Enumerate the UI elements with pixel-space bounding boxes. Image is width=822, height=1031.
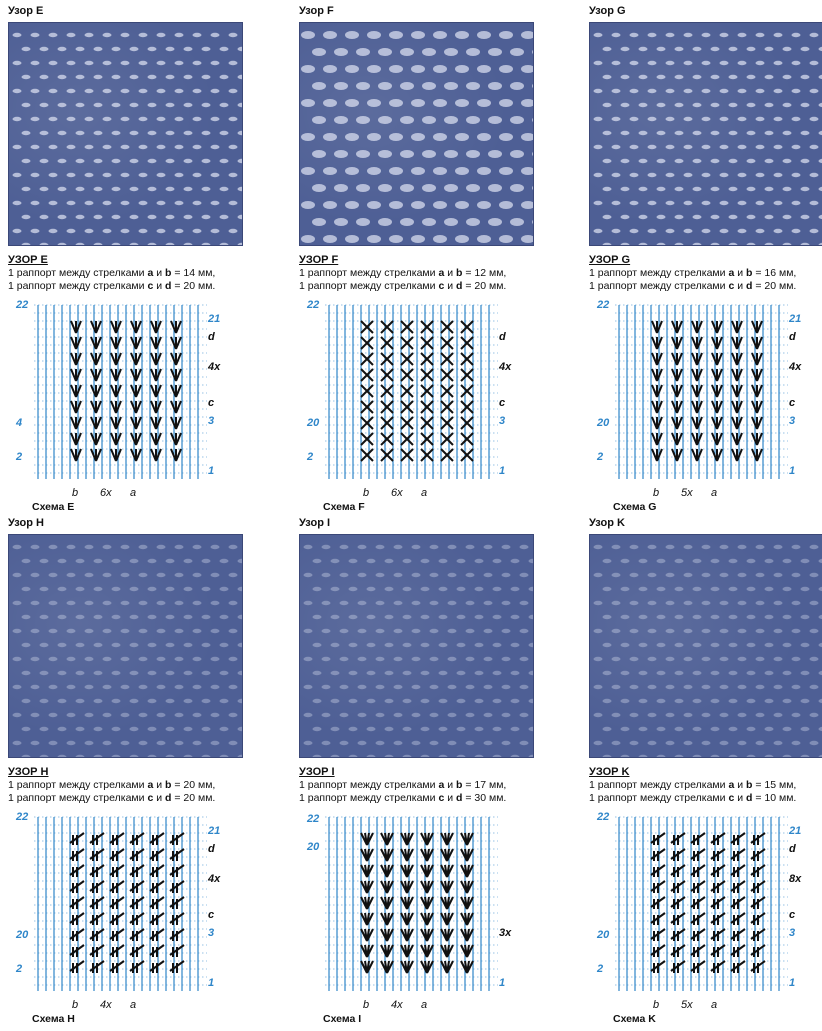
swatch-texture <box>9 23 242 245</box>
repeat-marker-bottom: b <box>72 487 78 499</box>
repeat-line-cd: 1 раппорт между стрелками c и d = 10 мм. <box>589 792 822 805</box>
row-number-left: 22 <box>307 299 319 311</box>
pattern-cell-e <box>8 4 253 519</box>
photo-label: Узор H <box>8 516 253 530</box>
row-number-left: 22 <box>16 299 28 311</box>
row-marker-right: d <box>208 843 215 855</box>
crochet-diagram <box>8 811 228 1031</box>
repeat-line-ab: 1 раппорт между стрелками a и b = 16 мм, <box>589 267 822 280</box>
row-marker-right: 4x <box>789 361 801 373</box>
schema-label: Схема F <box>323 501 365 513</box>
pattern-cell-i <box>299 516 544 1031</box>
repeat-line-ab: 1 раппорт между стрелками a и b = 12 мм, <box>299 267 544 280</box>
crochet-diagram <box>8 299 228 519</box>
repeat-line-ab: 1 раппорт между стрелками a и b = 15 мм, <box>589 779 822 792</box>
swatch-texture <box>590 535 822 757</box>
swatch-photo <box>589 534 822 758</box>
pattern-cell-h <box>8 516 253 1031</box>
row-marker-right: 1 <box>789 465 795 477</box>
repeat-marker-bottom: a <box>421 999 427 1011</box>
diagram-symbols <box>8 299 228 519</box>
repeat-line-ab: 1 раппорт между стрелками a и b = 14 мм, <box>8 267 253 280</box>
repeat-line-cd: 1 раппорт между стрелками c и d = 20 мм. <box>299 280 544 293</box>
row-number-left: 2 <box>597 451 603 463</box>
pattern-cell-f <box>299 4 544 519</box>
row-marker-right: 1 <box>208 977 214 989</box>
diagram-symbols <box>589 299 809 519</box>
row-marker-right: 1 <box>499 977 505 989</box>
row-marker-right: d <box>789 331 796 343</box>
row-number-left: 2 <box>16 451 22 463</box>
swatch-photo <box>8 534 243 758</box>
pattern-cell-g <box>589 4 822 519</box>
repeat-line-cd: 1 раппорт между стрелками c и d = 20 мм. <box>589 280 822 293</box>
diagram-symbols <box>8 811 228 1031</box>
row-marker-right: 1 <box>499 465 505 477</box>
schema-label: Схема H <box>32 1013 75 1025</box>
row-marker-right: 21 <box>208 313 220 325</box>
repeat-marker-bottom: 4x <box>100 999 112 1011</box>
row-marker-right: d <box>208 331 215 343</box>
row-marker-right: 4x <box>208 361 220 373</box>
photo-label: Узор I <box>299 516 544 530</box>
row-number-left: 4 <box>16 417 22 429</box>
diagram-symbols <box>589 811 809 1031</box>
repeat-line-ab: 1 раппорт между стрелками a и b = 17 мм, <box>299 779 544 792</box>
repeat-marker-bottom: b <box>653 487 659 499</box>
repeat-line-cd: 1 раппорт между стрелками c и d = 20 мм. <box>8 280 253 293</box>
pattern-name: УЗОР F <box>299 254 544 267</box>
swatch-photo <box>299 534 534 758</box>
row-marker-right: 3 <box>208 415 214 427</box>
schema-label: Схема K <box>613 1013 656 1025</box>
row-number-left: 20 <box>307 417 319 429</box>
row-marker-right: c <box>208 397 214 409</box>
row-marker-right: 3 <box>499 415 505 427</box>
swatch-texture <box>9 535 242 757</box>
repeat-line-cd: 1 раппорт между стрелками c и d = 20 мм. <box>8 792 253 805</box>
repeat-marker-bottom: 6x <box>391 487 403 499</box>
row-number-left: 22 <box>597 299 609 311</box>
row-marker-right: 4x <box>499 361 511 373</box>
repeat-marker-bottom: b <box>363 487 369 499</box>
crochet-diagram <box>589 299 809 519</box>
diagram-symbols <box>299 811 519 1031</box>
repeat-marker-bottom: 6x <box>100 487 112 499</box>
row-number-left: 2 <box>16 963 22 975</box>
row-marker-right: 21 <box>208 825 220 837</box>
repeat-marker-bottom: b <box>653 999 659 1011</box>
crochet-diagram <box>299 299 519 519</box>
row-number-left: 2 <box>597 963 603 975</box>
row-marker-right: 3 <box>789 927 795 939</box>
repeat-marker-bottom: 5x <box>681 999 693 1011</box>
crochet-diagram <box>589 811 809 1031</box>
row-marker-right: 3 <box>208 927 214 939</box>
diagram-symbols <box>299 299 519 519</box>
swatch-texture <box>590 23 822 245</box>
row-marker-right: 3x <box>499 927 511 939</box>
repeat-line-cd: 1 раппорт между стрелками c и d = 30 мм. <box>299 792 544 805</box>
repeat-marker-bottom: a <box>130 999 136 1011</box>
row-marker-right: 21 <box>789 313 801 325</box>
pattern-name: УЗОР I <box>299 766 544 779</box>
row-marker-right: d <box>789 843 796 855</box>
photo-label: Узор G <box>589 4 822 18</box>
repeat-marker-bottom: a <box>421 487 427 499</box>
repeat-marker-bottom: b <box>363 999 369 1011</box>
photo-label: Узор K <box>589 516 822 530</box>
pattern-cell-k <box>589 516 822 1031</box>
repeat-marker-bottom: a <box>130 487 136 499</box>
row-marker-right: 8x <box>789 873 801 885</box>
row-marker-right: c <box>208 909 214 921</box>
pattern-name: УЗОР E <box>8 254 253 267</box>
repeat-marker-bottom: a <box>711 487 717 499</box>
crochet-diagram <box>299 811 519 1031</box>
photo-label: Узор F <box>299 4 544 18</box>
schema-label: Схема E <box>32 501 74 513</box>
row-marker-right: c <box>499 397 505 409</box>
row-marker-right: c <box>789 909 795 921</box>
row-number-left: 22 <box>597 811 609 823</box>
row-marker-right: c <box>789 397 795 409</box>
repeat-marker-bottom: b <box>72 999 78 1011</box>
row-marker-right: 4x <box>208 873 220 885</box>
row-marker-right: 3 <box>789 415 795 427</box>
pattern-name: УЗОР G <box>589 254 822 267</box>
schema-label: Схема G <box>613 501 656 513</box>
photo-label: Узор E <box>8 4 253 18</box>
repeat-marker-bottom: a <box>711 999 717 1011</box>
repeat-line-ab: 1 раппорт между стрелками a и b = 20 мм, <box>8 779 253 792</box>
row-number-left: 20 <box>597 929 609 941</box>
row-number-left: 22 <box>307 813 319 825</box>
swatch-photo <box>299 22 534 246</box>
row-number-left: 20 <box>16 929 28 941</box>
row-marker-right: d <box>499 331 506 343</box>
row-number-left: 2 <box>307 451 313 463</box>
row-marker-right: 21 <box>789 825 801 837</box>
pattern-name: УЗОР H <box>8 766 253 779</box>
swatch-texture <box>300 535 533 757</box>
pattern-name: УЗОР K <box>589 766 822 779</box>
swatch-photo <box>8 22 243 246</box>
swatch-photo <box>589 22 822 246</box>
row-marker-right: 1 <box>789 977 795 989</box>
row-number-left: 20 <box>307 841 319 853</box>
schema-label: Схема I <box>323 1013 361 1025</box>
repeat-marker-bottom: 5x <box>681 487 693 499</box>
swatch-texture <box>300 23 533 245</box>
row-number-left: 22 <box>16 811 28 823</box>
row-marker-right: 1 <box>208 465 214 477</box>
row-number-left: 20 <box>597 417 609 429</box>
repeat-marker-bottom: 4x <box>391 999 403 1011</box>
